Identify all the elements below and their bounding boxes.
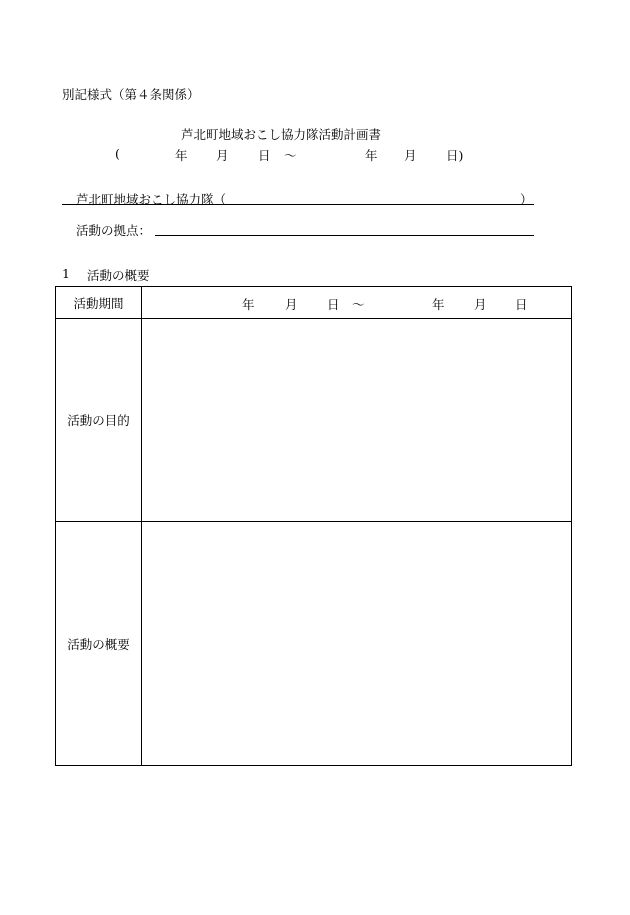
year-label: 年 <box>432 297 445 312</box>
table-row-purpose <box>56 319 572 522</box>
member-label: 芦北町地域おこし協力隊（ <box>76 192 227 207</box>
month-label: 月 <box>474 297 487 312</box>
overview-label: 活動の概要 <box>56 522 142 766</box>
document-title: 芦北町地域おこし協力隊活動計画書 <box>181 127 382 142</box>
section-title: 活動の概要 <box>87 268 150 283</box>
period-label: 活動期間 <box>56 287 142 319</box>
purpose-field[interactable] <box>142 319 572 522</box>
table-row-period <box>56 287 572 319</box>
day-label: 日 <box>258 148 271 163</box>
member-name-underline <box>62 204 534 205</box>
period-field[interactable] <box>142 287 572 319</box>
section-number: 1 <box>62 266 70 281</box>
activity-plan-table <box>55 286 572 766</box>
year-label: 年 <box>365 148 378 163</box>
base-label: 活動の拠点： <box>76 223 152 238</box>
year-label: 年 <box>242 297 255 312</box>
tilde: 〜 <box>284 148 297 163</box>
day-label: 日) <box>446 148 464 163</box>
form-reference: 別記様式（第４条関係） <box>62 87 200 102</box>
table-row-overview <box>56 522 572 766</box>
purpose-label: 活動の目的 <box>56 319 142 522</box>
month-label: 月 <box>285 297 298 312</box>
day-label: 日 <box>515 297 528 312</box>
overview-field[interactable] <box>142 522 572 766</box>
tilde: 〜 <box>352 297 365 312</box>
base-underline <box>155 235 534 236</box>
day-label: 日 <box>327 297 340 312</box>
month-label: 月 <box>216 148 229 163</box>
paren-open: ( <box>115 146 120 161</box>
year-label: 年 <box>175 148 188 163</box>
period-value <box>142 287 571 318</box>
month-label: 月 <box>404 148 417 163</box>
paren-close: ） <box>520 192 533 207</box>
